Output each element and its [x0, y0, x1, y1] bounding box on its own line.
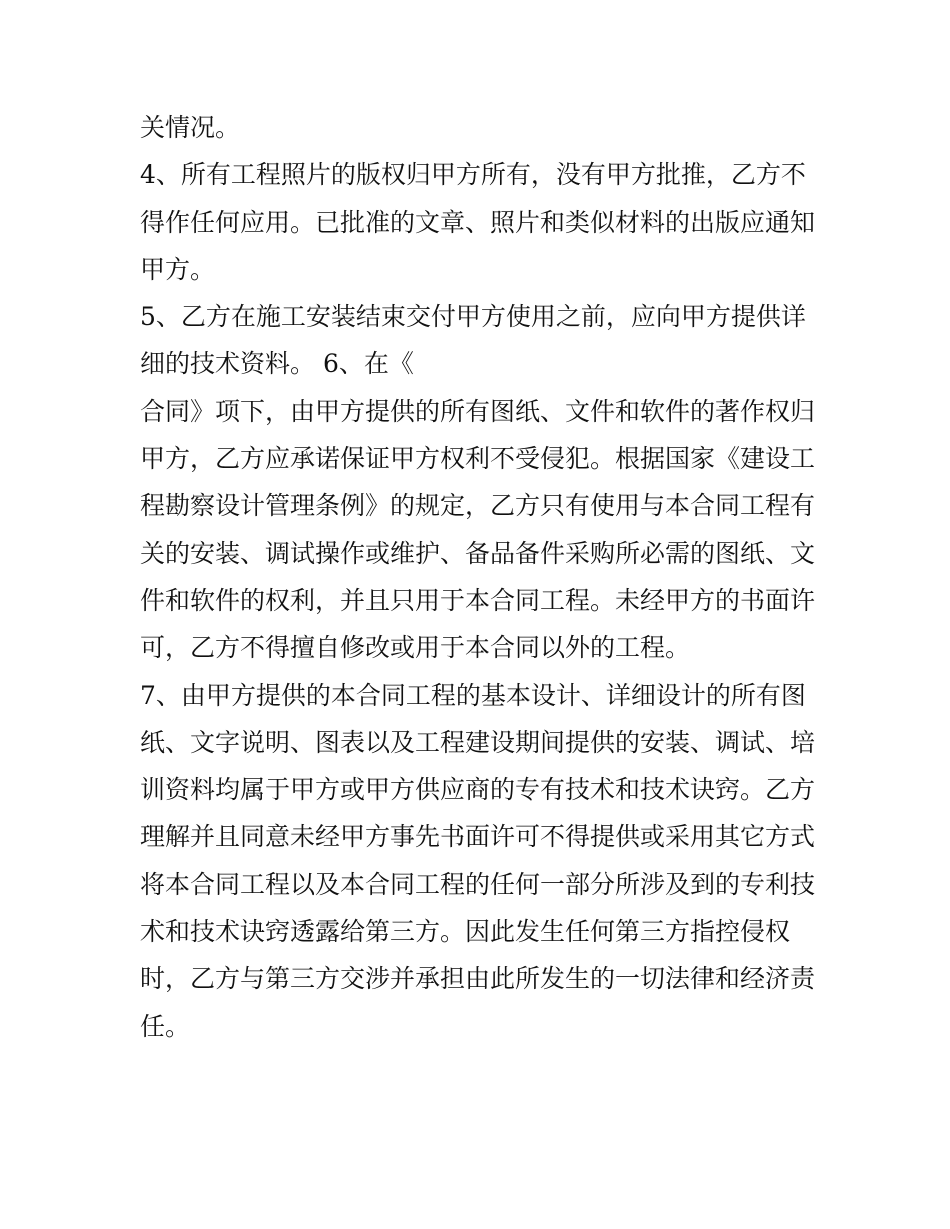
text-line: 关的安装、调试操作或维护、备品备件采购所必需的图纸、文: [140, 538, 816, 568]
text-line: 甲方。: [140, 254, 216, 284]
text-line: 甲方，乙方应承诺保证甲方权利不受侵犯。根据国家《建设工: [140, 444, 816, 474]
document-body: [140, 104, 830, 1050]
text-line: 件和软件的权利，并且只用于本合同工程。未经甲方的书面许: [140, 585, 816, 615]
text-line: 7、由甲方提供的本合同工程的基本设计、详细设计的所有图: [140, 680, 806, 710]
text-line: 关情况。: [140, 113, 241, 142]
text-line: 术和技术诀窍透露给第三方。因此发生任何第三方指控侵权: [140, 917, 791, 947]
text-line: 可，乙方不得擅自修改或用于本合同以外的工程。: [140, 633, 691, 663]
text-line: 4、所有工程照片的版权归甲方所有，没有甲方批推，乙方不: [140, 160, 806, 190]
text-line: 训资料均属于甲方或甲方供应商的专有技术和技术诀窍。乙方: [140, 775, 816, 805]
text-line: 纸、文字说明、图表以及工程建设期间提供的安装、调试、培: [140, 727, 816, 757]
text-line: 时，乙方与第三方交涉并承担由此所发生的一切法律和经济责: [140, 964, 816, 994]
text-line: 合同》项下，由甲方提供的所有图纸、文件和软件的著作权归: [140, 396, 816, 426]
text-line: 将本合同工程以及本合同工程的任何一部分所涉及到的专利技: [140, 869, 816, 899]
text-line: 程勘察设计管理条例》的规定，乙方只有使用与本合同工程有: [140, 491, 816, 521]
text-line: 细的技术资料。 6、在《: [140, 349, 414, 379]
text-line: 5、乙方在施工安装结束交付甲方使用之前，应向甲方提供详: [140, 302, 806, 332]
text-line: 得作任何应用。已批准的文章、照片和类似材料的出版应通知: [140, 207, 816, 237]
text-line: 理解并且同意未经甲方事先书面许可不得提供或采用其它方式: [140, 822, 816, 852]
text-line: 任。: [140, 1011, 191, 1041]
